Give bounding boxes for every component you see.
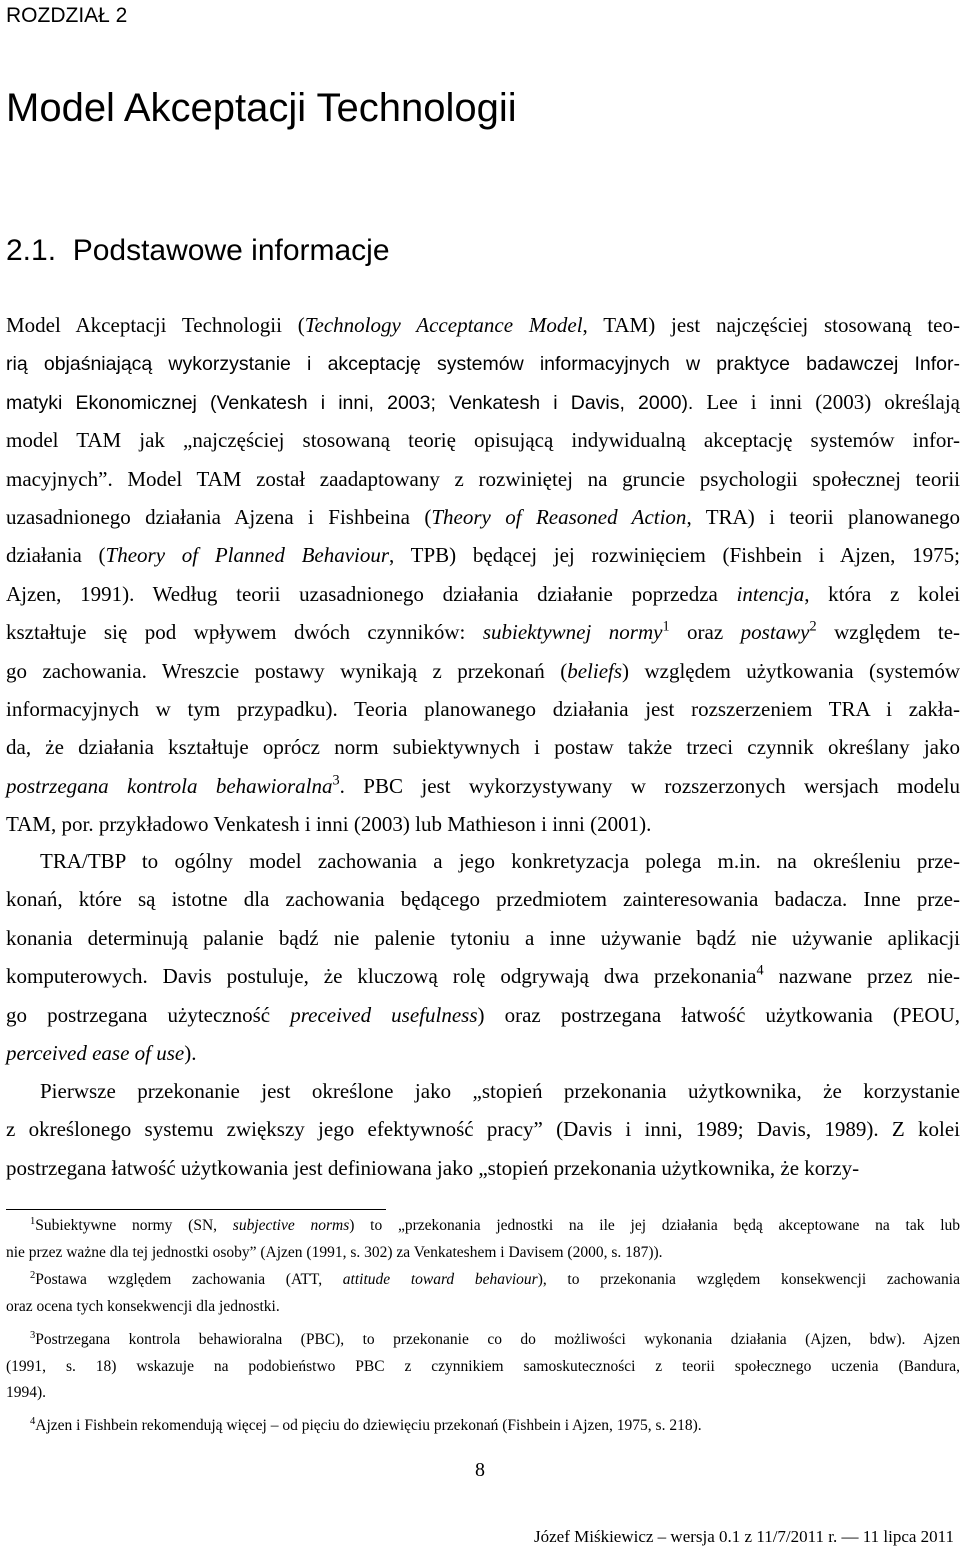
text-run: uzasadnionego działania Ajzena i Fishbeina (: [6, 504, 432, 529]
text-run: oraz: [669, 620, 741, 645]
footnote-marker: 2: [809, 618, 817, 635]
text-line: [6, 460, 960, 498]
text-line: [6, 919, 960, 957]
text-line: [6, 842, 960, 880]
page-number: 8: [475, 1459, 485, 1481]
emphasis-text: beliefs: [567, 658, 623, 683]
emphasis-text: Theory of Reasoned Action: [431, 504, 687, 529]
footnote-marker: 4: [30, 1415, 36, 1427]
text-line: [6, 1294, 960, 1321]
footnote-1: [6, 1213, 960, 1266]
page-footer: Józef Miśkiewicz – wersja 0.1 z 11/7/2011 r. — 11 lipca 2011: [534, 1527, 955, 1546]
text-run: oraz ocena tych konsekwencji dla jednostki.: [6, 1297, 280, 1315]
text-run: , TPB) będącej jej rozwinięciem (Fishbein i Ajzen, 1975;: [389, 543, 960, 568]
footnote-marker: 3: [332, 772, 340, 789]
text-run: Subiektywne normy (SN,: [35, 1217, 233, 1234]
text-line: [6, 1149, 960, 1187]
paragraph-3: [6, 1072, 960, 1187]
text-run: 1994).: [6, 1384, 47, 1401]
text-run: Pierwsze przekonanie jest określone jako „stopień przekonania użytkownika, że korzystanie: [40, 1079, 960, 1103]
chapter-title: Model Akceptacji Technologii: [6, 86, 517, 130]
text-line: [6, 575, 960, 613]
text-run: go postrzegana użyteczność: [6, 1002, 291, 1027]
text-line: [6, 767, 960, 805]
text-run: komputerowych. Davis postuluje, że kluczową rolę odgrywają dwa przekonania: [6, 964, 757, 989]
text-run: , która z kolei: [804, 581, 960, 606]
text-run: nie przez ważne dla tej jednostki osoby” (Ajzen (1991, s. 302) za Venkateshem i Davisem (2000, s. 187)).: [6, 1243, 663, 1261]
emphasis-text: postawy: [740, 620, 810, 645]
text-line: [6, 1072, 960, 1110]
text-run: ).: [184, 1040, 197, 1065]
text-run: Ajzen, 1991). Według teorii uzasadnionego działania działanie poprzedza: [6, 581, 737, 606]
text-line: [6, 690, 960, 728]
text-run: , TAM) jest najczęściej stosowaną teo-: [582, 313, 960, 337]
text-line: [6, 996, 960, 1034]
text-run: ), to przekonania względem konsekwencji zachowania: [537, 1271, 960, 1288]
paragraph-1: [6, 306, 960, 843]
text-run: nazwane przez nie-: [763, 964, 960, 989]
text-line: [6, 536, 960, 574]
text-run: da, że działania kształtuje oprócz norm subiektywnych i postaw także trzeci czynnik określany jako: [6, 735, 960, 760]
text-line: [6, 306, 960, 344]
emphasis-text: postrzegana kontrola behawioralna: [6, 773, 333, 798]
text-run: rią objaśniającą wykorzystanie i akceptację systemów informacyjnych w praktyce badawczej Infor-: [6, 353, 960, 376]
emphasis-text: subiektywnej normy: [482, 620, 663, 645]
footnote-marker: 1: [662, 618, 670, 635]
text-run: TRA/TBP to ogólny model zachowania a jego konkretyzacja polega m.in. na określeniu prze-: [40, 849, 960, 873]
text-run: go zachowania. Wreszcie postawy wynikają z przekonań (: [6, 658, 568, 683]
text-line: [6, 344, 960, 382]
text-line: [6, 728, 960, 766]
text-line: [6, 1327, 960, 1354]
text-line: [6, 1354, 960, 1381]
text-run: TAM, por. przykładowo Venkatesh i inni (2003) lub Mathieson i inni (2001).: [6, 812, 652, 837]
text-line: [6, 880, 960, 918]
emphasis-text: subjective norms: [232, 1217, 350, 1234]
text-run: ) oraz postrzegana łatwość użytkowania (PEOU,: [477, 1002, 960, 1027]
text-run: kształtuje się pod wpływem dwóch czynników:: [6, 620, 483, 645]
emphasis-text: intencja: [736, 581, 805, 606]
text-line: [6, 1240, 960, 1267]
text-run: postrzegana łatwość użytkowania jest definiowana jako „stopień przekonania użytkownika, że korzy-: [6, 1155, 860, 1180]
text-run: Model Akceptacji Technologii (: [6, 313, 305, 337]
text-line: [6, 421, 960, 459]
section-title: Podstawowe informacje: [72, 234, 390, 267]
text-run: informacyjnych w tym przypadku). Teoria planowanego działania jest rozszerzeniem TRA i zakła-: [6, 696, 960, 721]
footnote-4: [6, 1413, 960, 1440]
footnote-marker: 4: [756, 962, 764, 979]
text-run: model TAM jak „najczęściej stosowaną teorię opisującą indywidualną akceptację systemów infor-: [6, 428, 960, 453]
section-number: 2.1.: [6, 234, 57, 267]
paragraph-2: [6, 842, 960, 1072]
emphasis-text: Theory of Planned Behaviour: [105, 543, 390, 568]
footnote-marker: 2: [30, 1269, 36, 1281]
text-run: . PBC jest wykorzystywany w rozszerzonych wersjach modelu: [339, 773, 960, 798]
text-line: [6, 1267, 960, 1294]
text-line: [6, 1413, 960, 1440]
text-run: konań, które są istotne dla zachowania będącego przedmiotem zainteresowania badacza. Inne prze-: [6, 887, 960, 912]
section-heading: [6, 234, 390, 268]
emphasis-text: perceived ease of use: [6, 1040, 185, 1065]
text-run: ) względem użytkowania (systemów: [622, 658, 960, 683]
footnote-divider: [6, 1209, 386, 1210]
text-run: względem te-: [816, 620, 960, 645]
text-line: [6, 613, 960, 651]
text-run: z określonego systemu zwiększy jego efektywność pracy” (Davis i inni, 1989; Davis, 1989). Z kolei: [6, 1117, 960, 1142]
footnote-3: [6, 1327, 960, 1407]
text-line: [6, 805, 960, 843]
text-line: [6, 652, 960, 690]
text-run: macyjnych”. Model TAM został zaadaptowany z rozwiniętej na gruncie psychologii społecznej teorii: [6, 466, 960, 491]
text-line: [6, 498, 960, 536]
text-run: ) to „przekonania jednostki na ile jej działania będą akceptowane na tak lub: [349, 1217, 960, 1234]
text-line: [6, 957, 960, 995]
text-run: Ajzen i Fishbein rekomendują więcej – od pięciu do dziewięciu przekonań (Fishbein i Ajzen, 1975, s. 218).: [35, 1417, 702, 1434]
text-line: [6, 1213, 960, 1240]
emphasis-text: attitude toward behaviour: [342, 1271, 538, 1288]
text-line: [6, 1380, 960, 1407]
text-run: matyki Ekonomicznej (Venkatesh i inni, 2003; Venkatesh i Davis, 2000).: [6, 391, 694, 414]
text-run: działania (: [6, 543, 106, 568]
text-run: Lee i inni (2003) określają: [693, 389, 960, 414]
text-run: (1991, s. 18) wskazuje na podobieństwo PBC z czynnikiem samoskuteczności z teorii społecznego uczenia (Bandura,: [6, 1357, 960, 1375]
text-line: [6, 1034, 960, 1072]
footnote-marker: 3: [30, 1329, 36, 1341]
text-line: [6, 1110, 960, 1148]
text-run: Postrzegana kontrola behawioralna (PBC), to przekonanie co do możliwości wykonania działania (Ajzen, bdw). Ajzen: [35, 1331, 960, 1348]
text-run: , TRA) i teorii planowanego: [686, 504, 960, 529]
text-run: Postawa względem zachowania (ATT,: [35, 1271, 343, 1288]
text-run: konania determinują palanie bądź nie palenie tytoniu a inne używanie bądź nie używanie aplikacji: [6, 925, 960, 950]
text-line: [6, 383, 960, 421]
chapter-label: ROZDZIAŁ 2: [6, 4, 128, 27]
emphasis-text: Technology Acceptance Model: [304, 313, 583, 337]
footnote-marker: 1: [30, 1215, 36, 1227]
footnote-2: [6, 1267, 960, 1320]
emphasis-text: preceived usefulness: [290, 1002, 478, 1027]
